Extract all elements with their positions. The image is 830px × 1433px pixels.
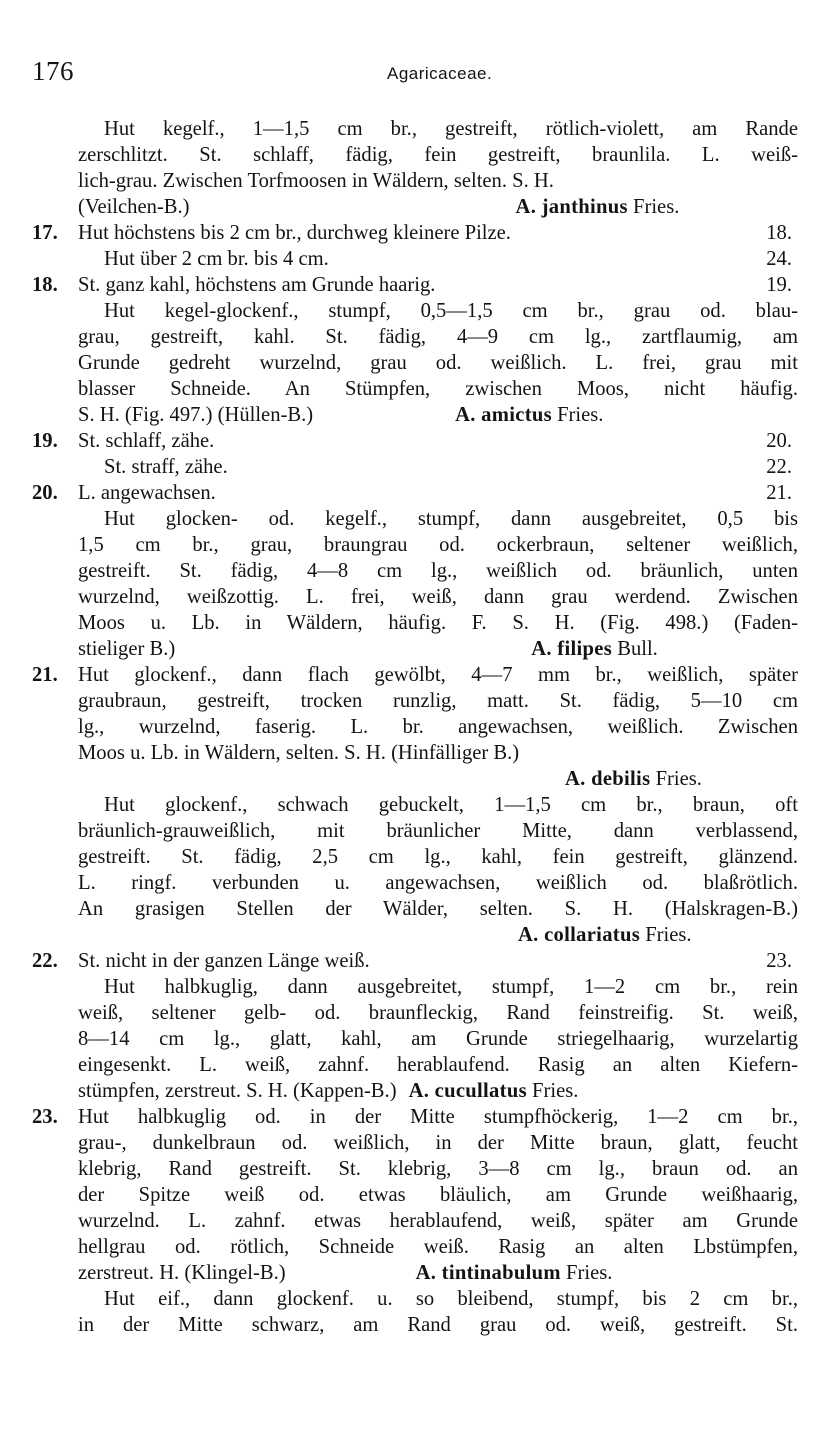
key-text [32,116,798,1338]
couplet-number: 23. [32,1106,58,1128]
species-name: A. debilis [565,768,651,790]
running-title: Agaricaceae. [387,64,493,83]
text-line: in der Mitte schwarz, am Rand grau od. weiß, gestreift. St. [78,1314,798,1336]
text-line: blasser Schneide. An Stümpfen, zwischen Moos, nicht häufig. [78,378,798,400]
species-author: Fries. [566,1262,613,1284]
text-line: wurzelnd, weißzottig. L. frei, weiß, dann grau werdend. Zwischen [78,586,798,608]
text-line: wurzelnd. L. zahnf. etwas herablaufend, weiß, später am Grunde [78,1210,798,1232]
page-number: 176 [32,56,74,86]
text-line: Hut glockenf., schwach gebuckelt, 1—1,5 cm br., braun, oft [104,794,798,816]
couplet-number: 22. [32,950,58,972]
species-name: A. amictus [455,404,552,426]
text-line: grau-, dunkelbraun od. weißlich, in der Mitte braun, glatt, feucht [78,1132,798,1154]
species-author: Fries. [633,196,680,218]
couplet-reference: 24. [766,248,792,270]
page-header [32,56,798,92]
couplet-reference: 22. [766,456,792,478]
text-line: Hut kegel-glockenf., stumpf, 0,5—1,5 cm br., grau od. blau- [104,300,798,322]
text-line: grau, gestreift, kahl. St. fädig, 4—9 cm lg., zartflaumig, am [78,326,798,348]
text-line: L. ringf. verbunden u. angewachsen, weißlich od. blaßrötlich. [78,872,798,894]
text-line: Hut über 2 cm br. bis 4 cm. 24. [104,248,792,270]
text-line: An grasigen Stellen der Wälder, selten. S. H. (Halskragen-B.) [78,898,798,920]
text-line: klebrig, Rand gestreift. St. klebrig, 3—8 cm lg., braun od. an [78,1158,798,1180]
text-line: hellgrau od. rötlich, Schneide weiß. Rasig an alten Lbstümpfen, [78,1236,798,1258]
key-entry-19: 19. St. schlaff, zähe. 20. [32,430,792,452]
text-line: der Spitze weiß od. etwas bläulich, am Grunde weißhaarig, [78,1184,798,1206]
text-line: zerstreut. H. (Klingel-B.) A. tintinabulum Fries. [78,1262,613,1284]
species-name: A. cucullatus [408,1080,527,1102]
key-entry-21: 21. Hut glockenf., dann flach gewölbt, 4—7 mm br., weißlich, später [32,664,798,686]
text-line: lg., wurzelnd, faserig. L. br. angewachsen, weißlich. Zwischen [78,716,798,738]
text-line: Grunde gedreht wurzelnd, grau od. weißlich. L. frei, grau mit [78,352,798,374]
species-name: A. filipes [531,638,613,660]
key-entry-18: 18. St. ganz kahl, höchstens am Grunde haarig. 19. [32,274,792,296]
couplet-reference: 18. [766,222,792,244]
couplet-number: 19. [32,430,58,452]
text-line: weiß, seltener gelb- od. braunfleckig, Rand feinstreifig. St. weiß, [78,1002,798,1024]
text-line: 1,5 cm br., grau, braungrau od. ockerbraun, seltener weißlich, [78,534,798,556]
key-entry-22: 22. St. nicht in der ganzen Länge weiß. 23. [32,950,792,972]
text-line: Moos u. Lb. in Wäldern, häufig. F. S. H. (Fig. 498.) (Faden- [78,612,798,634]
text-line: gestreift. St. fädig, 2,5 cm lg., kahl, fein gestreift, glänzend. [78,846,798,868]
text-line: S. H. (Fig. 497.) (Hüllen-B.) A. amictus Fries. [78,404,604,426]
text-line: stümpfen, zerstreut. S. H. (Kappen-B.) A. cucullatus Fries. [78,1080,579,1102]
text-line: zerschlitzt. St. schlaff, fädig, fein gestreift, braunlila. L. weiß- [78,144,798,166]
text-line: lich-grau. Zwischen Torfmoosen in Wäldern, selten. S. H. [78,170,554,192]
key-entry-20: 20. L. angewachsen. 21. [32,482,792,504]
text-line: Hut glocken- od. kegelf., stumpf, dann ausgebreitet, 0,5 bis [104,508,798,530]
text-line: graubraun, gestreift, trocken runzlig, matt. St. fädig, 5—10 cm [78,690,798,712]
couplet-number: 18. [32,274,58,296]
species-author: Fries. [655,768,702,790]
text-line [32,766,798,792]
text-line: bräunlich-grauweißlich, mit bräunlicher Mitte, dann verblassend, [78,820,798,842]
species-author: Bull. [617,638,658,660]
couplet-reference: 19. [766,274,792,296]
couplet-reference: 21. [766,482,792,504]
key-entry-23: 23. Hut halbkuglig od. in der Mitte stumpfhöckerig, 1—2 cm br., [32,1106,798,1128]
species-name: A. collariatus [518,924,641,946]
text-line: Moos u. Lb. in Wäldern, selten. S. H. (Hinfälliger B.) [78,742,520,764]
species-author: Fries. [557,404,604,426]
species-author: Fries. [532,1080,579,1102]
couplet-number: 17. [32,222,58,244]
text-line: Hut eif., dann glockenf. u. so bleibend, stumpf, bis 2 cm br., [104,1288,798,1310]
couplet-number: 21. [32,664,58,686]
species-name: A. tintinabulum [415,1262,561,1284]
text-line: Hut halbkuglig, dann ausgebreitet, stumpf, 1—2 cm br., rein [104,976,798,998]
couplet-reference: 23. [766,950,792,972]
species-author: Fries. [645,924,692,946]
text-line: 8—14 cm lg., glatt, kahl, am Grunde striegelhaarig, wurzelartig [78,1028,798,1050]
text-line: stieliger B.) A. filipes Bull. [78,638,658,660]
text-line: eingesenkt. L. weiß, zahnf. herablaufend. Rasig an alten Kiefern- [78,1054,798,1076]
species-name: A. janthinus [515,196,628,218]
text-line: Hut kegelf., 1—1,5 cm br., gestreift, rötlich-violett, am Rande [104,118,798,140]
key-entry-17: 17. Hut höchstens bis 2 cm br., durchweg kleinere Pilze. 18. [32,222,792,244]
text-line: gestreift. St. fädig, 4—8 cm lg., weißlich od. bräunlich, unten [78,560,798,582]
text-line: (Veilchen-B.) A. janthinus Fries. [78,196,680,218]
text-line [32,922,798,948]
couplet-number: 20. [32,482,58,504]
couplet-reference: 20. [766,430,792,452]
text-line: St. straff, zähe. 22. [104,456,792,478]
